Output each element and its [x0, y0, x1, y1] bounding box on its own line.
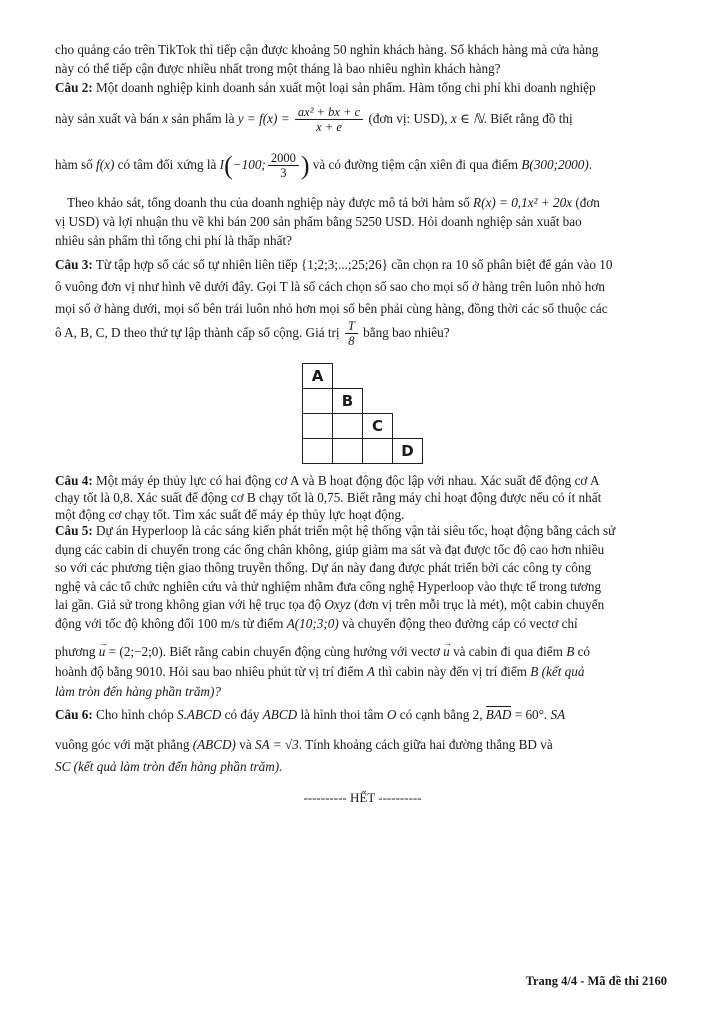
t-over-8-fraction: $\frac{T}{8}$ — [345, 319, 358, 348]
question-2-label: Câu 2: — [55, 80, 93, 95]
cost-function-lhs: y = f(x) = — [237, 111, 290, 126]
question-5-point-line: động với tốc độ không đổi 100 m/s từ điểm A(10;3;0) và chuyển động theo đường cáp có vectơ chỉ — [55, 616, 578, 631]
cell-d: D — [393, 439, 423, 464]
question-3-last-line: ô A, B, C, D theo thứ tự lập thành cấp số cộng. Giá trị $\frac{T}{8}$ bằng bao nhiêu? — [55, 319, 450, 349]
cell-a: A — [303, 364, 333, 389]
end-marker: ---------- HẾT ---------- — [303, 790, 422, 805]
question-2-center-line: hàm số f(x) có tâm đối xứng là I(−100; $\frac{2000}{3}$ ) và có đường tiệm cận xiên đi qua điểm B(300;2000). — [55, 150, 593, 181]
question-2-function-line: này sản xuất và bán x sản phẩm là y = f(x) = $\frac{\text{ax² + bx + c}}{x + e}$ (đơn vị: USD), x ∈ ℕ. Biết rằng đồ thị — [55, 105, 573, 135]
question-3: Câu 3: Từ tập hợp số các số tự nhiên liên tiếp {1;2;3;...;25;26} cần chọn ra 10 số phân biệt để gán vào 10 ô vuông đơn vị như hình vẽ dưới đây. Gọi T là số cách chọn số sao cho mọi số ở hàng trên luôn nhỏ hơn mọi số ở hàng dưới, mọi số bên trái luôn nhỏ hơn mọi số bên phải cùng hàng, đồng thời các số thuộc các — [55, 257, 613, 316]
question-4: Câu 4: Một máy ép thủy lực có hai động cơ A và B hoạt động độc lập với nhau. Xác suất để động cơ A chạy tốt là 0,8. Xác suất để động cơ B chạy tốt là 0,75. Biết rằng máy chỉ hoạt động được nếu có ít nhất một động cơ chạy tốt. Tìm xác suất để máy ép thủy lực hoạt động. — [55, 473, 602, 522]
grid-cell — [303, 414, 333, 439]
cell-b: B — [333, 389, 363, 414]
question-5: Câu 5: Dự án Hyperloop là các sáng kiến phát triển một hệ thống vận tải siêu tốc, hoạt động bằng cách sử dụng các cabin di chuyển trong các ống chân không, giúp giảm ma sát và đạt được tốc độ cao hơn nhiều so với các phương tiện giao thông truyền thống. Dự án này đang được phát triển bởi các công ty công nghệ và các tổ chức nghiên cứu và thử nghiệm nhằm đưa công nghệ Hyperloop vào thực tế trong tương lai gần. Giả sử trong không gian với hệ trục tọa độ Oxyz (đơn vị trên mỗi trục là mét), một cabin chuyển — [55, 523, 616, 612]
center-fraction: $\frac{2000}{3}$ — [268, 151, 299, 180]
question-6: Câu 6: Cho hình chóp S.ABCD có đáy ABCD là hình thoi tâm O có cạnh bằng 2, BAD = 60°. SA — [55, 707, 566, 722]
question-5-label: Câu 5: — [55, 523, 93, 538]
vector-u-ref: → u — [443, 638, 453, 659]
grid-cell — [333, 414, 363, 439]
grid-cell — [303, 439, 333, 464]
grid-cell — [333, 439, 363, 464]
question-2: Câu 2: Một doanh nghiệp kinh doanh sản xuất một loại sản phẩm. Hàm tổng chi phí khi doanh nghiệp — [55, 80, 596, 95]
page-footer: Trang 4/4 - Mã đề thi 2160 — [525, 974, 667, 988]
question-2-revenue: Theo khảo sát, tổng doanh thu của doanh nghiệp này được mô tả bởi hàm số R(x) = 0,1x² + 20x (đơn vị USD) và lợi nhuận thu về khi bán 200 sản phẩm bằng 5250 USD. Hỏi doanh nghiệp sản xuất bao nhiêu sản phẩm thì tổng chi phí là thấp nhất? — [55, 195, 600, 248]
cell-c: C — [363, 414, 393, 439]
cost-function-fraction: $\frac{\text{ax² + bx + c}}{x + e}$ — [295, 105, 363, 134]
grid-cell — [303, 389, 333, 414]
question-3-label: Câu 3: — [55, 257, 93, 272]
question-6-cont: vuông góc với mặt phẳng (ABCD) và SA = √3. Tính khoảng cách giữa hai đường thẳng BD và SC (kết quả làm tròn đến hàng phần trăm). — [55, 737, 553, 774]
angle-bad: BAD — [485, 707, 512, 722]
vector-u: → u — [98, 638, 108, 659]
question-5-vector-line: phương → u = (2;−2;0). Biết rằng cabin chuyển động cùng hướng với vectơ → u và cabin đi qua điểm B có hoành độ bằng 9010. Hỏi sau bao nhiêu phút từ vị trí điểm A thì cabin này đến vị trí điểm B (kết quả làm tròn đến hàng phần trăm)? — [55, 638, 591, 699]
grid-cell — [363, 439, 393, 464]
question-4-label: Câu 4: — [55, 473, 93, 488]
staircase-grid — [302, 363, 423, 464]
question-6-label: Câu 6: — [55, 707, 93, 722]
intro-paragraph: cho quảng cáo trên TikTok thì tiếp cận được khoảng 50 nghìn khách hàng. Số khách hàng mà cửa hàng này có thể tiếp cận được nhiều nhất trong một tháng là bao nhiêu nghìn khách hàng? — [55, 42, 599, 76]
